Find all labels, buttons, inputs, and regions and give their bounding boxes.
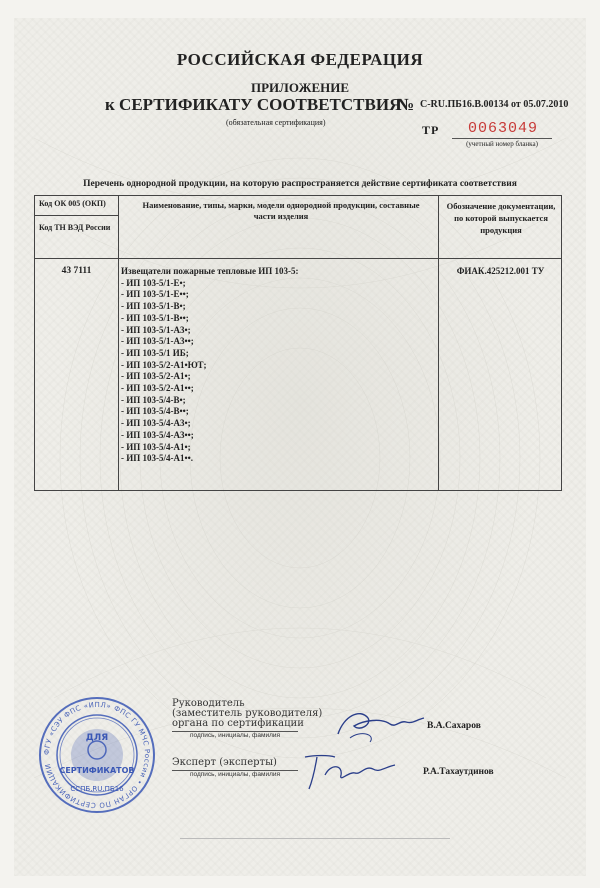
footer-line (180, 838, 450, 842)
product-list (121, 266, 299, 465)
product-group-title: Извещатели пожарные тепловые ИП 103-5: (121, 266, 299, 276)
expert-signature (295, 745, 405, 795)
list-item: - ИП 103-5/1-Е•; (121, 277, 186, 288)
head-role-deputy: (заместитель руководителя) (172, 708, 323, 719)
list-item: - ИП 103-5/2-А1•ЮТ; (121, 359, 207, 370)
country-title: РОССИЙСКАЯ ФЕДЕРАЦИЯ (176, 50, 424, 69)
documentation-reference: ФИАК.425212.001 ТУ (456, 266, 545, 276)
head-name: В.А.Сахаров (427, 721, 481, 731)
expert-name: Р.А.Тахаутдинов (423, 767, 494, 777)
list-item: - ИП 103-5/1-А3••; (121, 336, 194, 347)
blank-number-underline (452, 138, 552, 139)
certificate-number: С-RU.ПБ16.В.00134 от 05.07.2010 (420, 99, 569, 110)
expert-signature-block (172, 758, 298, 778)
list-item: - ИП 103-5/2-А1••; (121, 383, 194, 394)
table-header-divider (35, 258, 561, 259)
head-signature (330, 700, 430, 748)
number-sign: № (397, 95, 415, 114)
list-item: - ИП 103-5/1-А3•; (121, 324, 191, 335)
list-item: - ИП 103-5/1-В••; (121, 312, 189, 323)
list-item: - ИП 103-5/4-В•; (121, 394, 186, 405)
code-header-divider (35, 215, 118, 216)
appendix-title: ПРИЛОЖЕНИЕ (250, 80, 350, 95)
certification-stamp (36, 695, 158, 815)
tp-label: ТР (422, 123, 440, 137)
signature-hint: подпись, инициалы, фамилия (189, 771, 281, 778)
list-item: - ИП 103-5/4-А3••; (121, 429, 194, 440)
list-item: - ИП 103-5/1-Е••; (121, 289, 189, 300)
header-documentation: Обозначение документации, по которой выпускается продукция (446, 201, 556, 235)
head-role-body: органа по сертификации (172, 718, 304, 729)
mandatory-note: (обязательная сертификация) (226, 118, 326, 127)
list-item: - ИП 103-5/2-А1•; (121, 371, 191, 382)
list-item: - ИП 103-5/4-А1•; (121, 441, 191, 452)
list-item: - ИП 103-5/4-А1••. (121, 453, 194, 464)
list-item: - ИП 103-5/4-В••; (121, 406, 189, 417)
stamp-bottom-text: ССПБ.RU.ПБ16 (70, 785, 124, 793)
list-item: - ИП 103-5/4-А3•; (121, 418, 191, 429)
certificate-heading: к СЕРТИФИКАТУ СООТВЕТСТВИЯ (105, 95, 402, 114)
table-divider (118, 196, 119, 490)
expert-role: Эксперт (эксперты) (172, 757, 277, 768)
header-ok-code: Код ОК 005 (ОКП) (39, 199, 106, 208)
stamp-center-text: СЕРТИФИКАТОВ (59, 766, 135, 775)
product-table (34, 195, 562, 491)
signature-hint: подпись, инициалы, фамилия (189, 732, 281, 739)
stamp-ring-text: ФГУ «СЭУ ФПС «ИПЛ» ФПС ГУ МЧС России • ОРГАН ПО СЕРТИФИКАЦИИ (42, 700, 152, 810)
table-divider (438, 196, 439, 490)
list-item: - ИП 103-5/1 ИБ; (121, 347, 189, 358)
stamp-center-text: ДЛЯ (85, 733, 109, 743)
header-tn-code: Код ТН ВЭД России (39, 223, 111, 232)
blank-number: 0063049 (468, 120, 539, 137)
product-code: 43 7111 (61, 266, 92, 276)
head-signature-block (172, 699, 322, 739)
list-item: - ИП 103-5/1-В•; (121, 301, 186, 312)
product-list-title: Перечень однородной продукции, на которую распространяется действие сертификата соответствия (83, 179, 517, 189)
blank-number-label: (учетный номер бланка) (466, 140, 538, 148)
header-product-name: Наименование, типы, марки, модели однородной продукции, составные части изделия (142, 200, 420, 221)
head-role: Руководитель (172, 698, 245, 709)
